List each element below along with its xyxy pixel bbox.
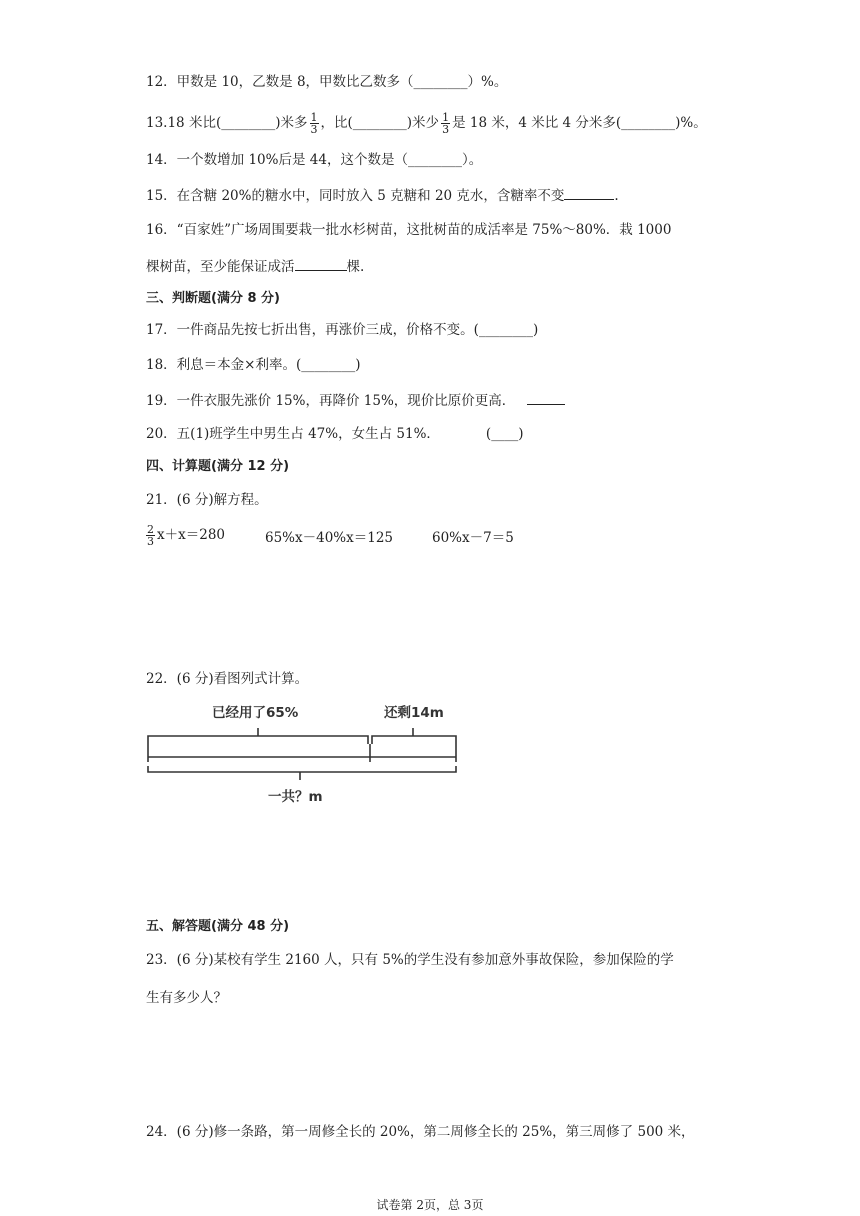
q18-text: 18．利息＝本金×利率。( <box>146 357 302 373</box>
q13-blank3: ________ <box>621 115 676 131</box>
q19-text: 19．一件衣服先涨价 15%，再降价 15%，现价比原价更高． <box>146 393 516 409</box>
question-14 <box>146 150 482 170</box>
question-15 <box>146 185 619 206</box>
q20-blank: ____ <box>491 426 519 442</box>
question-23-line2: 生有多少人？ <box>146 990 227 1006</box>
q18-blank: ________ <box>301 357 356 373</box>
q14-blank: ________ <box>407 152 462 168</box>
q12-tail: ）%。 <box>467 74 508 90</box>
equation-2: 65%x－40%x＝125 <box>265 530 394 546</box>
question-16-line2 <box>146 256 364 277</box>
eq1-rest: x＋x＝280 <box>157 527 225 543</box>
q13-blank1: ________ <box>221 115 276 131</box>
q13-fraction-2: $\frac{1}{3}$ <box>442 111 450 136</box>
q13-part3: ，比( <box>320 115 353 131</box>
label-remaining: 还剩14m <box>384 705 444 721</box>
q13-part5: 是 18 米，4 米比 4 分米多( <box>452 115 622 131</box>
question-18 <box>146 355 361 375</box>
q13-part4: )米少 <box>406 115 440 131</box>
q14-text: 14．一个数增加 10%后是 44，这个数是（ <box>146 152 408 168</box>
q20-paren-close: ) <box>518 426 524 442</box>
q13-part1: 13.18 米比( <box>146 115 222 131</box>
q16-line2: 棵树苗，至少能保证成活 <box>146 259 295 275</box>
question-13 <box>146 110 707 136</box>
q15-blank <box>564 185 614 200</box>
question-22: 22．(6 分)看图列式计算。 <box>146 671 309 687</box>
q14-tail: ）。 <box>461 152 483 168</box>
brace-total <box>148 766 456 780</box>
q20-paren-open: ( <box>485 426 492 442</box>
q16-line1: 16．“百家姓”广场周围要栽一批水杉树苗，这批树苗的成活率是 75%～80%．栽 1000 <box>146 222 672 238</box>
question-12 <box>146 72 507 92</box>
q17-tail: ) <box>532 322 539 338</box>
q15-text: 15．在含糖 20%的糖水中，同时放入 5 克糖和 20 克水，含糖率不变 <box>146 188 565 204</box>
question-23-line1: 23．(6 分)某校有学生 2160 人，只有 5%的学生没有参加意外事故保险，参加保险的学 <box>146 952 674 968</box>
q15-tail: . <box>614 188 619 204</box>
brace-remaining <box>372 728 456 744</box>
question-21: 21．(6 分)解方程。 <box>146 492 268 508</box>
equation-3: 60%x－7＝5 <box>432 530 514 546</box>
question-19 <box>146 390 565 411</box>
q13-part6: )%。 <box>675 115 707 131</box>
q16-tail: 棵. <box>346 259 365 275</box>
q12-text: 12．甲数是 10，乙数是 8，甲数比乙数多（ <box>146 74 414 90</box>
q16-blank <box>295 256 347 271</box>
q13-part2: )米多 <box>275 115 308 131</box>
q18-tail: ) <box>355 357 361 373</box>
equation-1 <box>146 522 225 548</box>
eq1-fraction: $\frac{2}{3}$ <box>147 523 154 548</box>
question-24-line1: 24．(6 分)修一条路，第一周修全长的 20%，第二周修全长的 25%，第三周修了 500 米， <box>146 1124 695 1140</box>
q13-blank2: ________ <box>352 115 407 131</box>
page-footer: 试卷第 2页，总 3页 <box>376 1198 484 1212</box>
line-segment-diagram <box>140 700 470 805</box>
q20-text: 20．五(1)班学生中男生占 47%，女生占 51%． <box>146 426 440 442</box>
question-16-line1 <box>146 220 671 240</box>
section-3-heading: 三、判断题(满分 8 分) <box>146 291 280 306</box>
q17-text: 17．一件商品先按七折出售，再涨价三成，价格不变。( <box>146 322 479 338</box>
label-total: 一共？m <box>268 789 323 805</box>
q13-fraction-1: $\frac{1}{3}$ <box>310 111 318 136</box>
q12-blank: ________ <box>413 74 468 90</box>
question-17 <box>146 320 538 340</box>
question-20 <box>146 424 523 444</box>
brace-used <box>148 728 368 744</box>
section-5-heading: 五、解答题(满分 48 分) <box>146 919 290 934</box>
q19-blank <box>527 390 565 405</box>
q17-blank: ________ <box>478 322 533 338</box>
section-4-heading: 四、计算题(满分 12 分) <box>146 459 290 474</box>
label-used: 已经用了65% <box>212 705 299 721</box>
